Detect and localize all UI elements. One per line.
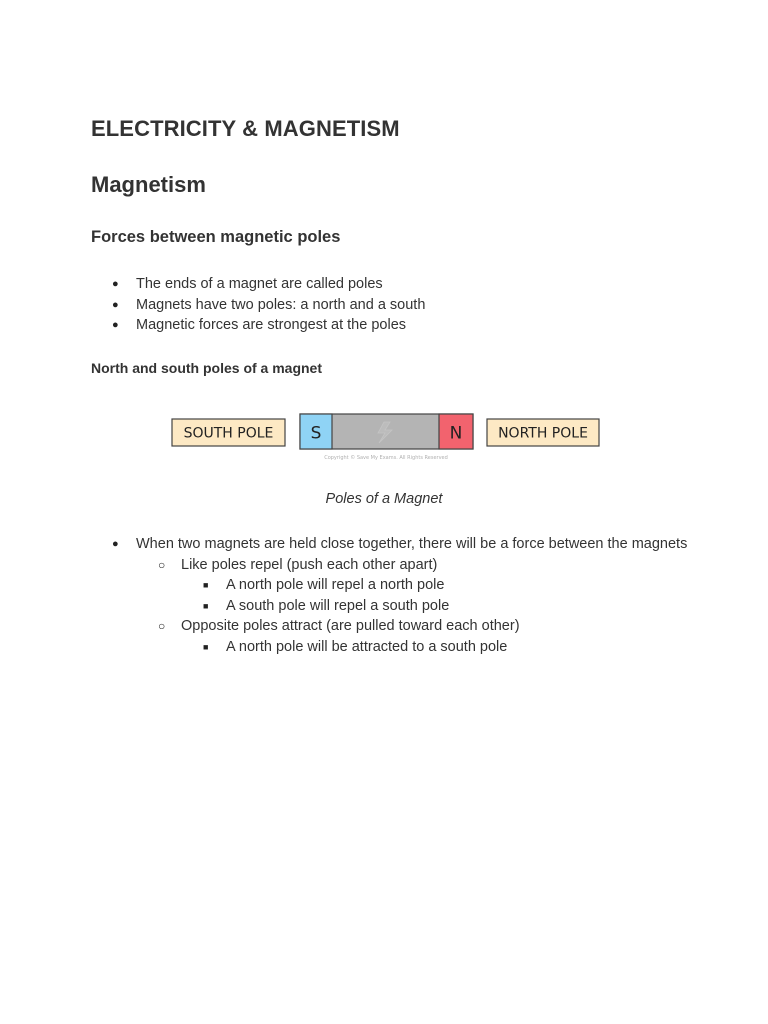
list-item-text: Like poles repel (push each other apart) bbox=[181, 556, 438, 573]
intro-bullet-list bbox=[91, 274, 691, 336]
square-bullet-icon: ■ bbox=[203, 641, 209, 652]
bullet-icon: ● bbox=[112, 319, 119, 331]
list-item bbox=[91, 295, 691, 316]
list-item-text: Magnetic forces are strongest at the poles bbox=[136, 317, 407, 333]
bullet-icon: ● bbox=[112, 298, 119, 311]
subsection-heading: Forces between magnetic poles bbox=[91, 228, 341, 246]
list-item bbox=[91, 637, 691, 658]
north-pole-letter: N bbox=[449, 423, 463, 444]
hollow-bullet-icon: ○ bbox=[158, 557, 166, 572]
list-item bbox=[91, 616, 691, 637]
north-pole-label: NORTH POLE bbox=[498, 425, 588, 442]
square-bullet-icon: ■ bbox=[203, 600, 209, 611]
list-item-text: The ends of a magnet are called poles bbox=[136, 276, 383, 292]
south-pole-label: SOUTH POLE bbox=[183, 425, 274, 442]
bullet-icon: ● bbox=[112, 538, 119, 550]
copyright-text: Copyright © Save My Exams. All Rights Reserved bbox=[324, 455, 448, 461]
list-item-text: A north pole will be attracted to a south pole bbox=[226, 638, 508, 655]
square-bullet-icon: ■ bbox=[203, 580, 209, 590]
list-item-text: A south pole will repel a south pole bbox=[226, 597, 450, 614]
list-item bbox=[91, 534, 691, 555]
list-item-text: A north pole will repel a north pole bbox=[226, 577, 445, 593]
force-bullet-list bbox=[91, 534, 691, 657]
list-item bbox=[91, 274, 691, 295]
section-heading: Magnetism bbox=[91, 172, 206, 197]
list-item bbox=[91, 596, 691, 617]
magnet-diagram bbox=[170, 408, 602, 466]
list-item-text: Opposite poles attract (are pulled toward each other) bbox=[181, 618, 520, 634]
list-item-text: When two magnets are held close together, there will be a force between the magnets bbox=[136, 536, 688, 552]
magnet-diagram-svg bbox=[170, 408, 602, 466]
figure-heading: North and south poles of a magnet bbox=[91, 360, 323, 376]
list-item bbox=[91, 315, 691, 336]
hollow-bullet-icon: ○ bbox=[158, 619, 166, 633]
figure-caption: Poles of a Magnet bbox=[325, 491, 443, 507]
south-pole-letter: S bbox=[310, 423, 322, 444]
list-item bbox=[91, 575, 691, 596]
list-item bbox=[91, 555, 691, 576]
bullet-icon: ● bbox=[112, 278, 119, 290]
document-title: ELECTRICITY & MAGNETISM bbox=[91, 116, 400, 141]
list-item-text: Magnets have two poles: a north and a south bbox=[136, 296, 426, 313]
